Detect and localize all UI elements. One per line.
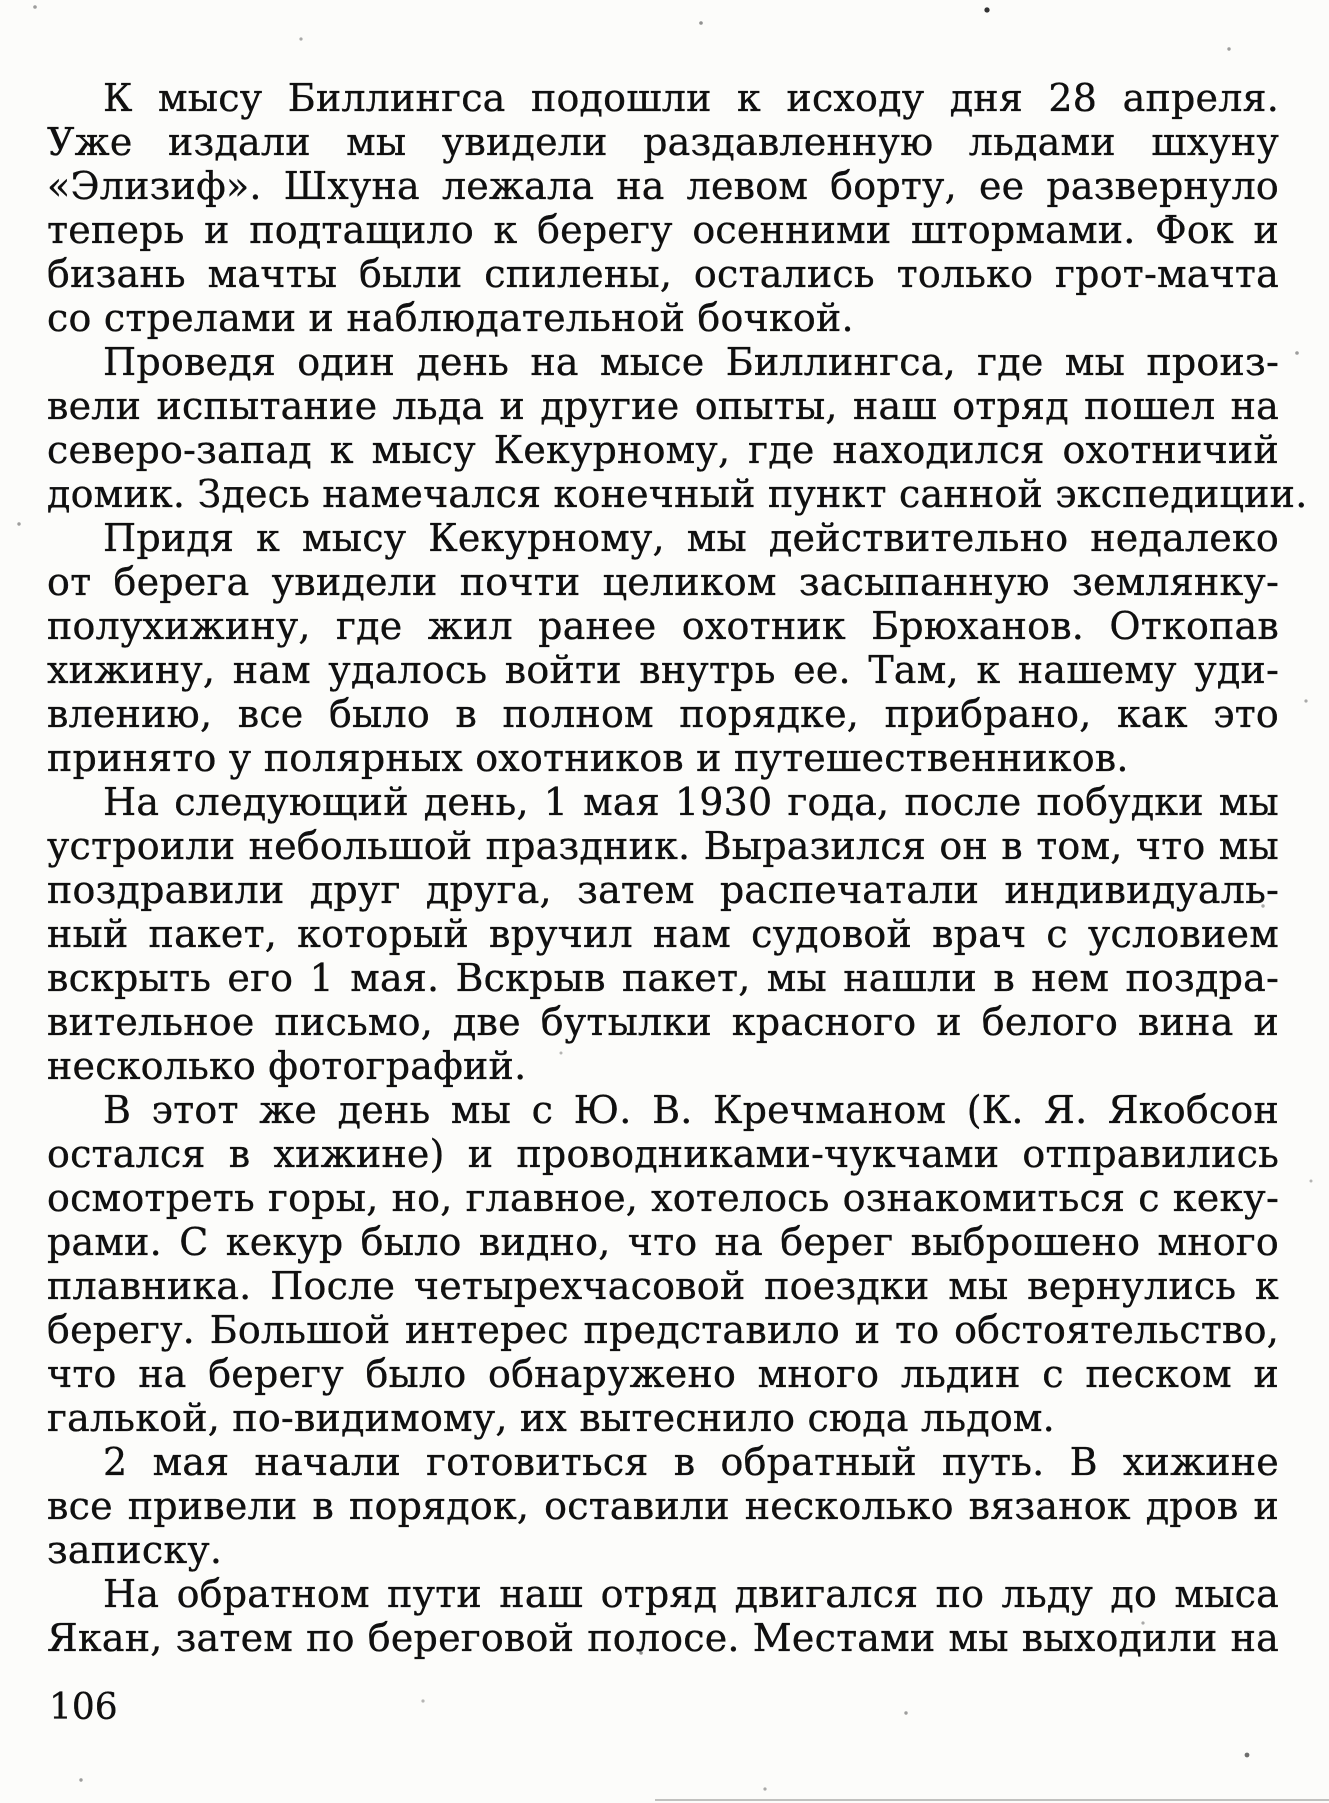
text-line: влению, все было в полном порядке, прибрано, как это [47,692,1279,736]
text-line: галькой, по-видимому, их вытеснило сюда льдом. [47,1396,1055,1440]
text-block [47,76,1308,1660]
text-line: полухижину, где жил ранее охотник Брюханов. Откопав [47,604,1279,648]
text-line: На обратном пути наш отряд двигался по льду до мыса [103,1572,1279,1616]
text-line: рами. С кекур было видно, что на берег выброшено много [47,1220,1279,1264]
text-line: осмотреть горы, но, главное, хотелось ознакомиться с кеку- [47,1176,1279,1220]
text-line: На следующий день, 1 мая 1930 года, после побудки мы [103,780,1279,824]
scan-edge-artifact [655,1799,1329,1801]
text-line: вскрыть его 1 мая. Вскрыв пакет, мы нашли в нем поздра- [47,956,1279,1000]
text-line: Проведя один день на мысе Биллингса, где мы произ- [103,340,1279,384]
text-line: записку. [47,1528,223,1572]
text-line: поздравили друг друга, затем распечатали индивидуаль- [47,868,1279,912]
text-line: 2 мая начали готовиться в обратный путь. В хижине [103,1440,1279,1484]
paragraph [47,76,1279,340]
text-line: что на берегу было обнаружено много льдин с песком и [47,1352,1279,1396]
text-line: устроили небольшой праздник. Выразился он в том, что мы [47,824,1279,868]
text-line: домик. Здесь намечался конечный пункт санной экспедиции. [47,472,1308,516]
text-line: берегу. Большой интерес представило и то обстоятельство, [47,1308,1279,1352]
text-line: вели испытание льда и другие опыты, наш отряд пошел на [47,384,1279,428]
paragraph [47,340,1308,516]
text-line: ный пакет, который вручил нам судовой врач с условием [47,912,1279,956]
text-line: все привели в порядок, оставили несколько вязанок дров и [47,1484,1279,1528]
paragraph [47,1088,1279,1440]
paragraph [47,1440,1279,1572]
text-line: хижину, нам удалось войти внутрь ее. Там, к нашему уди- [47,648,1279,692]
text-line: Придя к мысу Кекурному, мы действительно недалеко [103,516,1279,560]
text-line: К мысу Биллингса подошли к исходу дня 28 апреля. [103,76,1279,120]
text-line: «Элизиф». Шхуна лежала на левом борту, ее развернуло [47,164,1279,208]
text-line: Уже издали мы увидели раздавленную льдами шхуну [47,120,1279,164]
text-line: несколько фотографий. [47,1044,527,1088]
page-number: 106 [49,1687,118,1728]
text-line: от берега увидели почти целиком засыпанную землянку- [47,560,1279,604]
scan-noise [0,0,2,2]
text-line: северо-запад к мысу Кекурному, где находился охотничий [47,428,1279,472]
text-line: В этот же день мы с Ю. В. Кречманом (К. Я. Якобсон [103,1088,1279,1132]
text-line: теперь и подтащило к берегу осенними штормами. Фок и [47,208,1279,252]
paragraph [47,780,1279,1088]
text-line: остался в хижине) и проводниками-чукчами отправились [47,1132,1279,1176]
paragraph [47,1572,1279,1660]
paragraph [47,516,1279,780]
text-line: вительное письмо, две бутылки красного и белого вина и [47,1000,1279,1044]
text-line: Якан, затем по береговой полосе. Местами мы выходили на [47,1616,1279,1660]
text-line: принято у полярных охотников и путешественников. [47,736,1129,780]
text-line: плавника. После четырехчасовой поездки мы вернулись к [47,1264,1279,1308]
text-line: бизань мачты были спилены, остались только грот-мачта [47,252,1279,296]
text-line: со стрелами и наблюдательной бочкой. [47,296,854,340]
